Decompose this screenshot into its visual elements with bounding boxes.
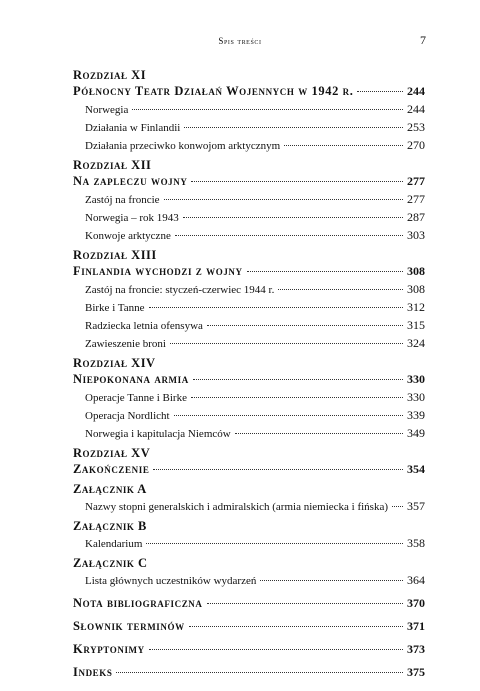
chapter-label: Załącznik C <box>73 556 148 570</box>
toc-entry-section[interactable] <box>73 534 425 552</box>
dot-leader <box>184 127 403 128</box>
entry-title: Zastój na froncie <box>85 194 160 206</box>
entry-title: Birke i Tanne <box>85 302 145 314</box>
toc-entry-chapter[interactable] <box>73 595 425 612</box>
toc-entry-section[interactable] <box>73 424 425 442</box>
dot-leader <box>149 649 403 650</box>
toc-entry-section[interactable] <box>73 497 425 515</box>
chapter-label: Załącznik A <box>73 482 147 496</box>
dot-leader <box>183 217 403 218</box>
toc-entry-section[interactable] <box>73 388 425 406</box>
dot-leader <box>392 506 403 507</box>
entry-title: Nota bibliograficzna <box>73 596 203 610</box>
entry-title: Finlandia wychodzi z wojny <box>73 264 243 278</box>
entry-page-number: 324 <box>407 336 425 350</box>
dot-leader <box>193 379 403 380</box>
toc-entry-section[interactable] <box>73 136 425 154</box>
toc-entry-chapter[interactable] <box>73 371 425 388</box>
entry-page-number: 371 <box>407 619 425 633</box>
toc-entry-section[interactable] <box>73 316 425 334</box>
entry-title: Operacja Nordlicht <box>85 410 170 422</box>
dot-leader <box>132 109 403 110</box>
toc-entry-chapter[interactable] <box>73 83 425 100</box>
toc-entry-section[interactable] <box>73 190 425 208</box>
chapter-label: Rozdział XV <box>73 446 151 460</box>
toc-entry-chapter[interactable] <box>73 173 425 190</box>
toc-entry-chapter[interactable] <box>73 461 425 478</box>
entry-page-number: 244 <box>407 84 425 98</box>
entry-title: Zawieszenie broni <box>85 338 166 350</box>
dot-leader <box>189 626 403 627</box>
entry-page-number: 308 <box>407 282 425 296</box>
entry-title: Działania przeciwko konwojom arktycznym <box>85 140 281 152</box>
dot-leader <box>175 235 403 236</box>
dot-leader <box>174 415 403 416</box>
toc-entry-section[interactable] <box>73 226 425 244</box>
entry-title: Nazwy stopni generalskich i admiralskich (armia niemiecka i fińska) <box>85 501 389 513</box>
toc-entry-chapter[interactable] <box>73 618 425 635</box>
toc-entry-section[interactable] <box>73 100 425 118</box>
dot-leader <box>247 271 403 272</box>
dot-leader <box>191 181 403 182</box>
dot-leader <box>207 603 403 604</box>
entry-page-number: 330 <box>407 372 425 386</box>
toc-entry-chapter[interactable] <box>73 664 425 681</box>
entry-page-number: 370 <box>407 596 425 610</box>
entry-title: Słownik terminów <box>73 619 185 633</box>
dot-leader <box>153 469 403 470</box>
entry-page-number: 339 <box>407 408 425 422</box>
entry-page-number: 358 <box>407 536 425 550</box>
page-number: 7 <box>420 33 426 47</box>
entry-page-number: 277 <box>407 174 425 188</box>
toc-entry-section[interactable] <box>73 298 425 316</box>
chapter-label: Rozdział XII <box>73 158 152 172</box>
entry-page-number: 308 <box>407 264 425 278</box>
entry-title: Działania w Finlandii <box>85 122 181 134</box>
chapter-label: Rozdział XI <box>73 68 147 82</box>
entry-title: Konwoje arktyczne <box>85 230 171 242</box>
dot-leader <box>191 397 403 398</box>
chapter-label: Załącznik B <box>73 519 147 533</box>
toc-entry-chapter[interactable] <box>73 263 425 280</box>
entry-page-number: 244 <box>407 102 425 116</box>
entry-title: Na zapleczu wojny <box>73 174 188 188</box>
toc-entry-section[interactable] <box>73 118 425 136</box>
dot-leader <box>146 543 403 544</box>
entry-title: Kryptonimy <box>73 642 145 656</box>
entry-title: Radziecka letnia ofensywa <box>85 320 203 332</box>
entry-page-number: 277 <box>407 192 425 206</box>
entry-page-number: 373 <box>407 642 425 656</box>
toc-entry-chapter[interactable] <box>73 641 425 658</box>
entry-page-number: 253 <box>407 120 425 134</box>
entry-page-number: 330 <box>407 390 425 404</box>
running-head: Spis treści <box>218 36 262 46</box>
entry-page-number: 315 <box>407 318 425 332</box>
entry-title: Operacje Tanne i Birke <box>85 392 187 404</box>
entry-page-number: 287 <box>407 210 425 224</box>
entry-page-number: 375 <box>407 665 425 679</box>
entry-title: Zastój na froncie: styczeń-czerwiec 1944 r. <box>85 284 275 296</box>
entry-title: Norwegia i kapitulacja Niemców <box>85 428 231 440</box>
entry-page-number: 303 <box>407 228 425 242</box>
entry-page-number: 354 <box>407 462 425 476</box>
toc-entry-section[interactable] <box>73 406 425 424</box>
chapter-label: Rozdział XIV <box>73 356 156 370</box>
entry-page-number: 312 <box>407 300 425 314</box>
table-of-contents <box>73 68 425 681</box>
entry-title: Lista głównych uczestników wydarzeń <box>85 575 257 587</box>
toc-entry-section[interactable] <box>73 334 425 352</box>
entry-page-number: 364 <box>407 573 425 587</box>
dot-leader <box>170 343 403 344</box>
entry-page-number: 357 <box>407 499 425 513</box>
dot-leader <box>164 199 403 200</box>
chapter-label: Rozdział XIII <box>73 248 157 262</box>
dot-leader <box>207 325 403 326</box>
entry-title: Norwegia – rok 1943 <box>85 212 179 224</box>
entry-title: Indeks <box>73 665 113 679</box>
dot-leader <box>149 307 403 308</box>
entry-title: Kalendarium <box>85 538 143 550</box>
entry-page-number: 349 <box>407 426 425 440</box>
toc-entry-section[interactable] <box>73 280 425 298</box>
entry-page-number: 270 <box>407 138 425 152</box>
dot-leader <box>116 672 403 673</box>
dot-leader <box>235 433 403 434</box>
entry-title: Północny Teatr Działań Wojennych w 1942 r. <box>73 84 354 98</box>
toc-entry-section[interactable] <box>73 208 425 226</box>
dot-leader <box>357 91 403 92</box>
dot-leader <box>260 580 403 581</box>
entry-title: Norwegia <box>85 104 129 116</box>
toc-entry-section[interactable] <box>73 571 425 589</box>
entry-title: Niepokonana armia <box>73 372 189 386</box>
dot-leader <box>284 145 403 146</box>
entry-title: Zakończenie <box>73 462 150 476</box>
dot-leader <box>278 289 403 290</box>
